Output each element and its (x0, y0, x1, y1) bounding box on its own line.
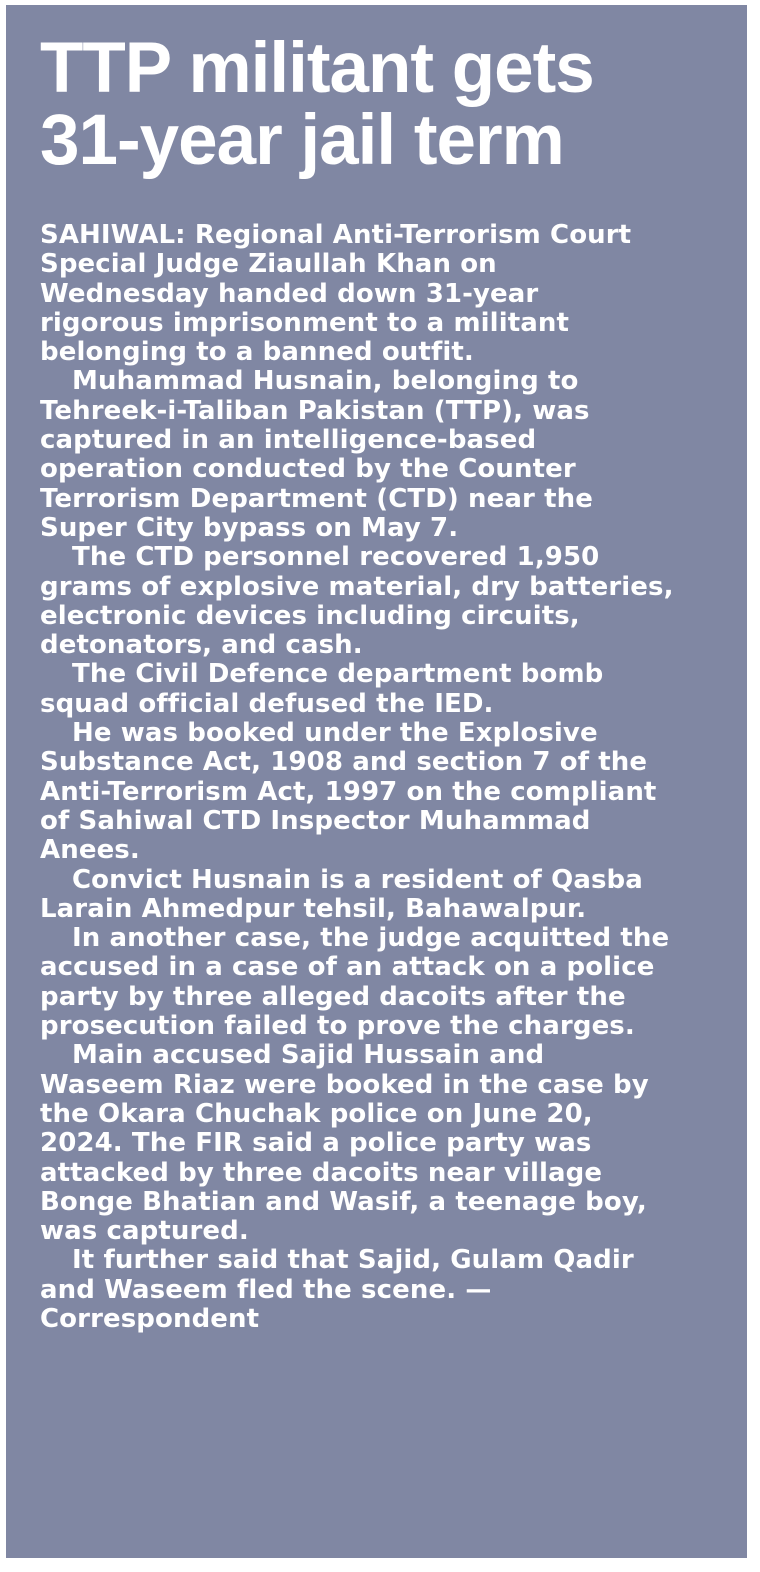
text-line: Convict Husnain is a resident of Qasba (72, 864, 643, 895)
text-line: Anees. (40, 835, 140, 866)
text-line: He was booked under the Explosive (72, 718, 598, 749)
text-line: It further said that Sajid, Gulam Qadir (72, 1245, 634, 1276)
text-line: attacked by three dacoits near village (40, 1157, 603, 1188)
text-line: The CTD personnel recovered 1,950 (72, 542, 600, 573)
text-line: Tehreek-i-Taliban Pakistan (TTP), was (40, 395, 590, 426)
text-line: Terrorism Department (CTD) near the (40, 483, 593, 514)
text-line: prosecution failed to prove the charges. (40, 1011, 635, 1042)
text-line: electronic devices including circuits, (40, 600, 580, 631)
text-line: Wednesday handed down 31-year (40, 278, 539, 309)
text-line: the Okara Chuchak police on June 20, (40, 1098, 593, 1129)
paragraph-booking (40, 719, 733, 865)
paragraph-dateline (40, 221, 733, 367)
text-line: 2024. The FIR said a police party was (40, 1128, 592, 1159)
text-line: was captured. (40, 1216, 249, 1247)
text-line: operation conducted by the Counter (40, 454, 576, 485)
text-line: Main accused Sajid Hussain and (72, 1040, 545, 1071)
paragraph-fled (40, 1246, 733, 1334)
headline-line-2: 31-year jail term (40, 101, 564, 180)
paragraph-residence (40, 866, 733, 925)
paragraph-recovery (40, 543, 733, 660)
text-line: party by three alleged dacoits after the (40, 981, 626, 1012)
text-line: Anti-Terrorism Act, 1997 on the compliant (40, 776, 657, 807)
text-line: grams of explosive material, dry batteries, (40, 571, 674, 602)
text-line: rigorous imprisonment to a militant (40, 307, 570, 338)
text-line: captured in an intelligence-based (40, 425, 537, 456)
text-line: squad official defused the IED. (40, 688, 494, 719)
paragraph-capture (40, 367, 733, 543)
text-line: Bonge Bhatian and Wasif, a teenage boy, (40, 1186, 647, 1217)
headline (40, 29, 733, 180)
paragraph-bomb-squad (40, 660, 733, 719)
text-line: belonging to a banned outfit. (40, 337, 474, 368)
text-line: detonators, and cash. (40, 630, 363, 661)
paragraph-acquittal (40, 924, 733, 1041)
text-line: and Waseem fled the scene. — (40, 1274, 492, 1305)
byline: Correspondent (40, 1303, 260, 1334)
paragraph-fir (40, 1041, 733, 1246)
text-line: accused in a case of an attack on a police (40, 952, 655, 983)
headline-line-1: TTP militant gets (40, 29, 594, 108)
news-clipping (6, 5, 747, 1558)
text-line: of Sahiwal CTD Inspector Muhammad (40, 805, 591, 836)
text-line: Larain Ahmedpur tehsil, Bahawalpur. (40, 893, 587, 924)
text-line: Muhammad Husnain, belonging to (72, 366, 579, 397)
text-line: Super City bypass on May 7. (40, 512, 459, 543)
text-line: In another case, the judge acquitted the (72, 923, 670, 954)
text-line: The Civil Defence department bomb (72, 659, 604, 690)
text-line: SAHIWAL: Regional Anti-Terrorism Court (40, 220, 632, 250)
text-line: Substance Act, 1908 and section 7 of the (40, 747, 648, 778)
article-body (40, 221, 733, 1334)
text-line: Special Judge Ziaullah Khan on (40, 249, 497, 280)
text-line: Waseem Riaz were booked in the case by (40, 1069, 649, 1100)
